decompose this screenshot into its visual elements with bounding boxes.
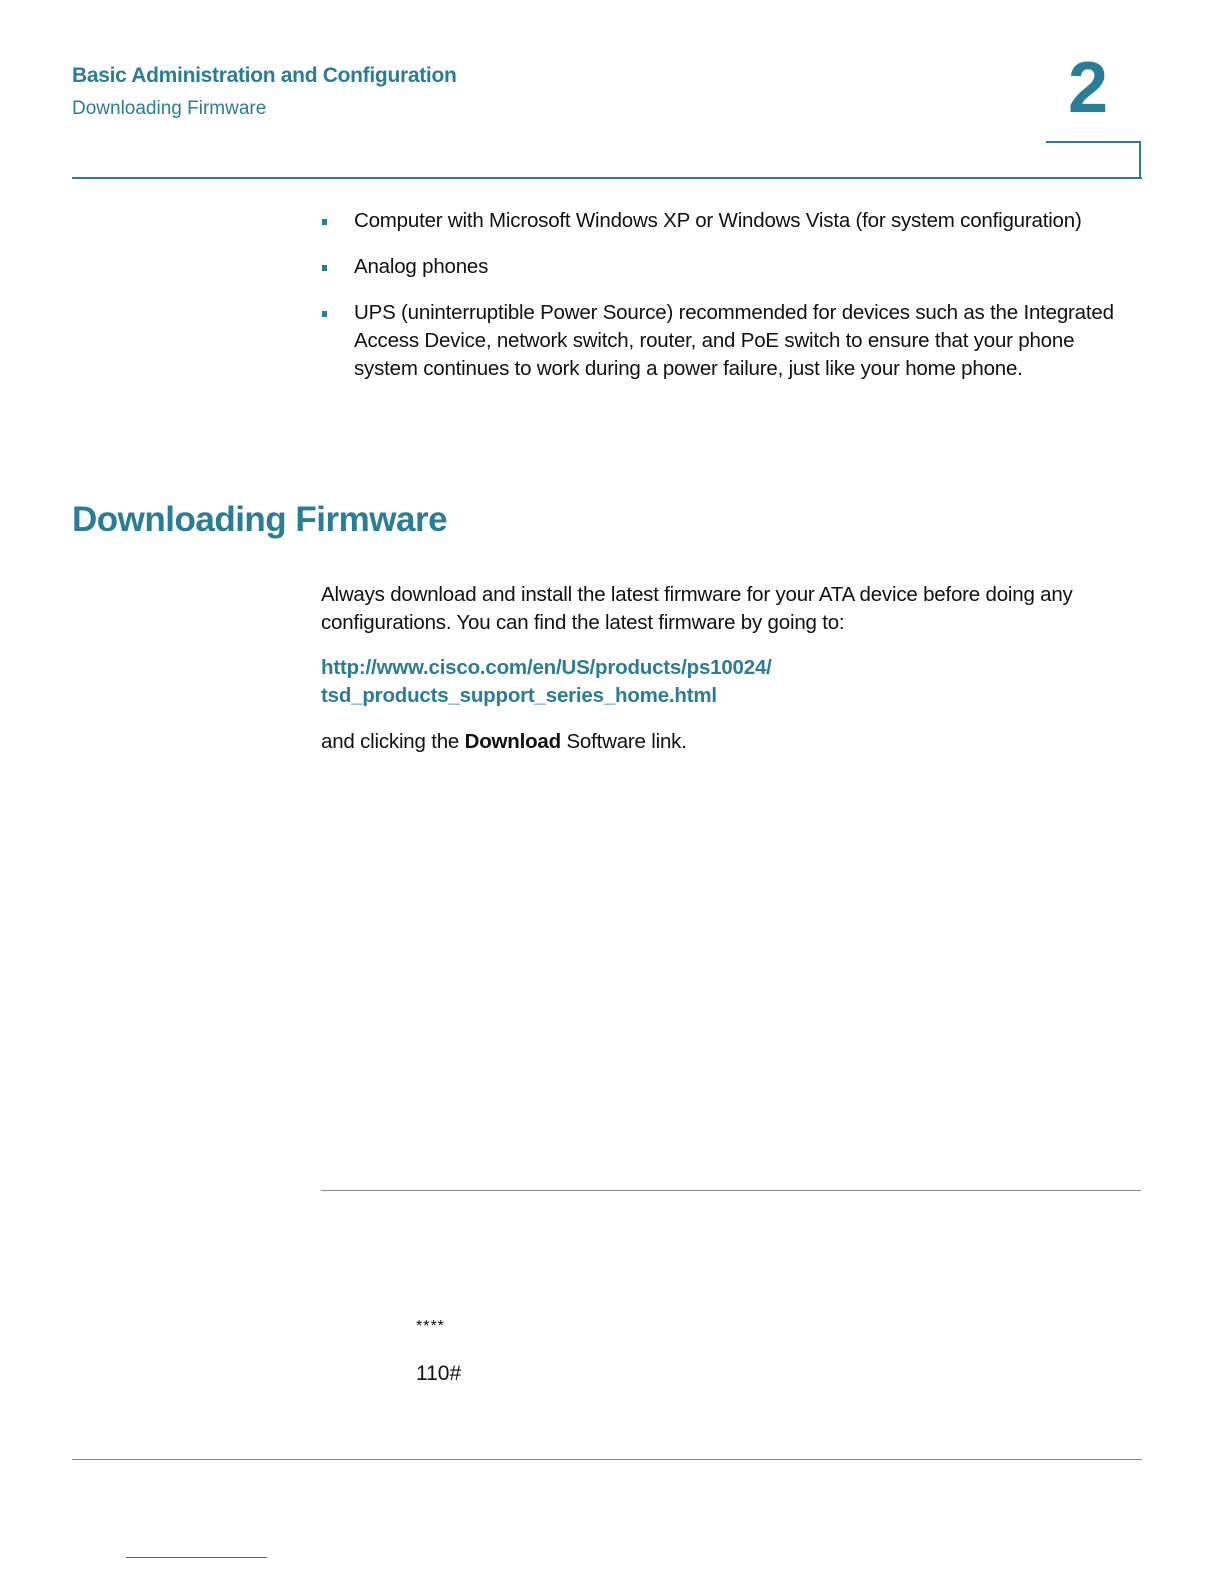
header-divider [72, 177, 1142, 179]
footer-divider [72, 1459, 1142, 1460]
firmware-link-paragraph [321, 654, 1143, 710]
chapter-number: 2 [1068, 48, 1109, 128]
intro-paragraph: Always download and install the latest firmware for your ATA device before doing any configurations. You can find the latest firmware by going to: [321, 583, 1073, 634]
bullet-icon [322, 265, 327, 271]
section-heading: Downloading Firmware [72, 500, 448, 539]
chapter-tab-box [1046, 141, 1141, 177]
link-line-1: http://www.cisco.com/en/US/products/ps10024/ [321, 656, 772, 679]
content-divider [321, 1190, 1141, 1191]
bullet-icon [322, 311, 327, 317]
list-item-text: UPS (uninterruptible Power Source) recommended for devices such as the Integrated Access Device, network switch, router, and PoE switch to ensure that your phone system continues to work during a power failure, just like your home phone. [354, 301, 1114, 380]
list-item [322, 253, 1142, 281]
list-item [322, 299, 1142, 383]
page-number: 110# [416, 1362, 462, 1385]
outro-paragraph [321, 728, 1143, 756]
requirements-list [322, 207, 1142, 401]
section-subtitle: Downloading Firmware [72, 98, 267, 119]
chapter-title: Basic Administration and Configuration [72, 64, 457, 87]
list-item [322, 207, 1142, 235]
list-item-text: Computer with Microsoft Windows XP or Windows Vista (for system configuration) [354, 209, 1082, 232]
link-line-2: tsd_products_support_series_home.html [321, 684, 717, 707]
footer-marker: **** [416, 1318, 445, 1335]
bullet-icon [322, 219, 327, 225]
outro-suffix: Software link. [560, 730, 687, 753]
outro-prefix: and clicking the [321, 730, 465, 753]
outro-bold: Download [464, 730, 561, 753]
firmware-download-link[interactable] [321, 656, 772, 707]
list-item-text: Analog phones [354, 255, 489, 278]
footer-link-underline [126, 1557, 267, 1558]
